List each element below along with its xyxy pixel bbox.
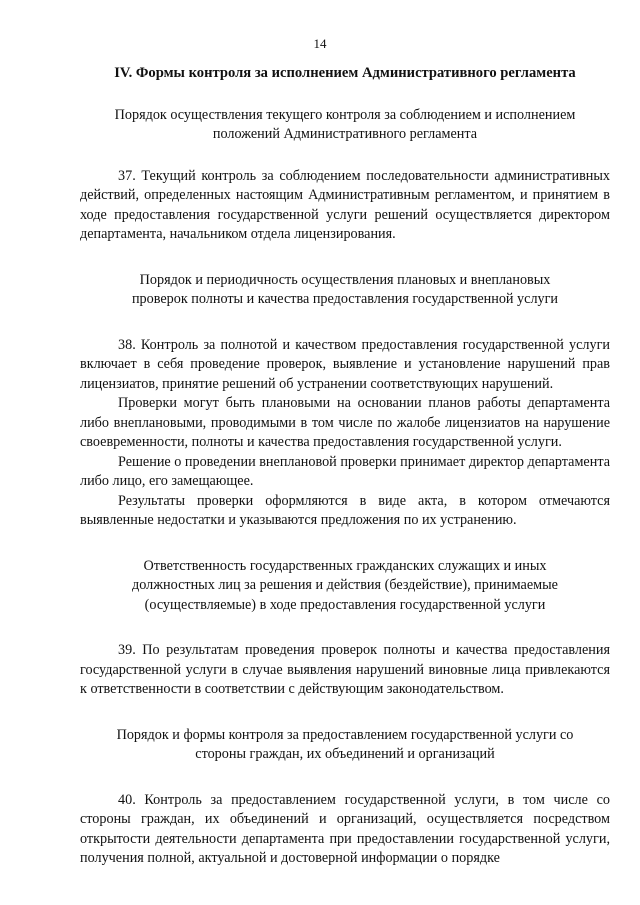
paragraph-37: 37. Текущий контроль за соблюдением последовательности административных действий, определенных настоящим Административным регламентом, и принятием в ходе предоставления государственной услуги решений осуществляется директором департамента, начальником отдела лицензирования. — [80, 167, 610, 242]
paragraph-38-inspection-results: Результаты проверки оформляются в виде акта, в котором отмечаются выявленные недостатки и указываются предложения по их устранению. — [80, 492, 610, 528]
subheading-public-control: Порядок и формы контроля за предоставлением государственной услуги со стороны граждан, их объединений и организаций — [116, 726, 574, 762]
paragraph-38: 38. Контроль за полнотой и качеством предоставления государственной услуги включает в себя проведение проверок, выявление и установление нарушений прав лицензиатов, принятие решений об устранении соответствующих нарушений. — [80, 336, 610, 392]
page-number: 14 — [313, 36, 327, 51]
subheading-inspections: Порядок и периодичность осуществления плановых и внеплановых проверок полноты и качества предоставления государственной услуги — [131, 271, 559, 307]
section-title: IV. Формы контроля за исполнением Административного регламента — [114, 65, 576, 81]
subheading-responsibility: Ответственность государственных гражданских служащих и иных должностных лиц за решения и действия (бездействие), принимаемые (осуществляемые) в ходе предоставления государственной услуги — [132, 557, 558, 613]
subheading-current-control: Порядок осуществления текущего контроля за соблюдением и исполнением положений Административного регламента — [114, 106, 576, 142]
paragraph-40: 40. Контроль за предоставлением государственной услуги, в том числе со стороны граждан, их объединений и организаций, осуществляется посредством открытости деятельности департамента при предоставлении государственной услуги, получения полной, актуальной и достоверной информации о порядке — [80, 791, 610, 866]
paragraph-39: 39. По результатам проведения проверок полноты и качества предоставления государственной услуги в случае выявления нарушений виновные лица привлекаются к ответственности в соответствии с действующим законодательством. — [80, 642, 610, 697]
paragraph-38-inspections-types: Проверки могут быть плановыми на основании планов работы департамента либо внеплановыми, проводимыми в том числе по жалобе лицензиатов на нарушение своевременности, полноты и качества предоставления государственной услуги. — [80, 395, 610, 450]
paragraph-38-unscheduled-decision: Решение о проведении внеплановой проверки принимает директор департамента либо лицо, его замещающее. — [80, 453, 610, 489]
page-content — [80, 64, 610, 869]
